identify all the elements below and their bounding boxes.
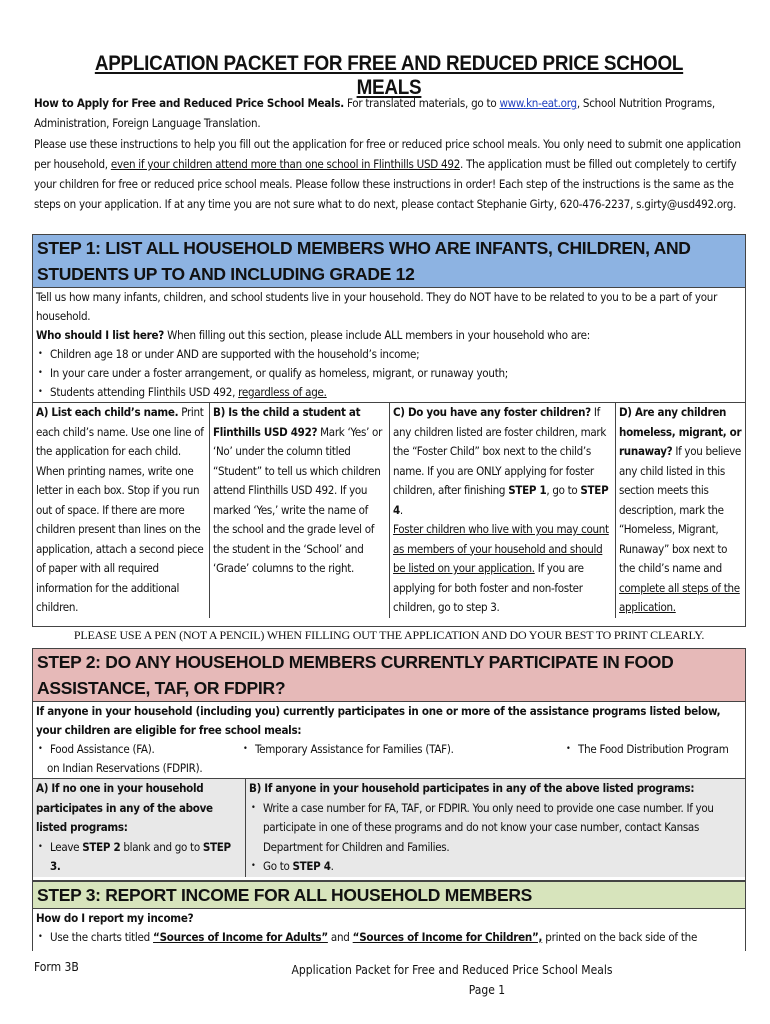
col-c-text-1: If any children listed are foster children, mark the “Foster Child” box next to the child’s name. If you are ONLY applying for foster children, after finishing: [393, 405, 607, 497]
step3-body: [33, 909, 745, 947]
step2-header: STEP 2: DO ANY HOUSEHOLD MEMBERS CURRENTLY PARTICIPATE IN FOOD ASSISTANCE, TAF, OR FDPIR?: [33, 649, 745, 702]
pen-note: PLEASE USE A PEN (NOT A PENCIL) WHEN FILLING OUT THE APPLICATION AND DO YOUR BEST TO PRINT CLEARLY.: [73, 628, 705, 642]
step1-bullet-2: • In your care under a foster arrangement, or qualify as homeless, migrant, or runaway youth;: [36, 364, 742, 383]
col-b-b2a: Go to: [263, 859, 293, 873]
step3-question: How do I report my income?: [36, 911, 194, 925]
step2-col-b: [245, 779, 745, 877]
step2-col-a: [33, 779, 245, 877]
s3-b1-start: Use the charts titled: [50, 930, 154, 944]
step1-bullet-3-underline: regardless of age.: [238, 385, 327, 399]
kn-eat-link[interactable]: www.kn-eat.org: [499, 96, 577, 110]
step2-col-a-bullet: [36, 838, 242, 877]
step2-lead: If anyone in your household (including you) currently participates in one or more of the assistance programs listed below, your children are eligible for free school meals:: [36, 704, 721, 737]
step3-section: [32, 881, 746, 951]
intro-after-link: , School Nutrition Programs, Administration, Foreign Language Translation.: [34, 96, 715, 131]
col-b-b2c: .: [330, 859, 334, 873]
col-c-step1: STEP 1: [508, 483, 547, 497]
col-b-label: B) Is the child a student at Flinthills USD 492?: [213, 405, 361, 439]
page-title: APPLICATION PACKET FOR FREE AND REDUCED PRICE SCHOOL MEALS: [94, 52, 684, 99]
step2-col-b-bullet-2: [249, 857, 742, 877]
step1-who-text: When filling out this section, please include ALL members in your household who are:: [164, 328, 591, 342]
col-c-label: C) Do you have any foster children?: [393, 405, 591, 419]
col-c-text-4: If you are applying for both foster and non-foster children, go to step 3.: [393, 561, 584, 614]
program-fdpir: • The Food Distribution Program: [564, 740, 729, 759]
step3-header: STEP 3: REPORT INCOME FOR ALL HOUSEHOLD MEMBERS: [33, 882, 745, 909]
col-a-text: Print each child’s name. Use one line of the application for each child. When printing names, write one letter in each box. Stop if you run out of space. If there are more children present than lines on the application, attach a second piece of paper with all required information for the additional children.: [36, 405, 204, 614]
intro-p2-start: Please use these instructions to help you fill out the application for free or reduced price school meals. You only need to submit one application per household,: [34, 136, 741, 171]
col-d-label: D) Are any children homeless, migrant, or runaway?: [619, 405, 742, 458]
step2-programs: [36, 740, 742, 759]
step2-body: [33, 702, 745, 778]
footer-title: Application Packet for Free and Reduced Price School Meals: [291, 963, 613, 977]
step1-col-d: [615, 403, 745, 618]
col-a-b2: blank and go to: [120, 839, 203, 854]
col-c-text-2: , go to: [546, 483, 581, 497]
col-a-step2: STEP 2: [82, 839, 121, 854]
step1-col-c: [389, 403, 615, 618]
step3-bullet-1: [36, 928, 742, 947]
s3-children-chart: “Sources of Income for Children”,: [352, 930, 543, 944]
intro-paragraph: [34, 93, 746, 215]
step1-columns: [33, 402, 745, 618]
program-taf: • Temporary Assistance for Families (TAF).: [241, 740, 454, 759]
step1-bullet-3: [36, 383, 742, 402]
program-fa: • Food Assistance (FA).: [36, 740, 155, 759]
col-d-underline: complete all steps of the application.: [619, 580, 740, 614]
col-c-text-3: .: [399, 502, 403, 517]
step1-col-b: [209, 403, 389, 618]
intro-lead: How to Apply for Free and Reduced Price School Meals.: [34, 96, 344, 110]
footer-page: Page 1: [468, 983, 506, 997]
step2-col-b-label: B) If anyone in your household participates in any of the above listed programs:: [249, 781, 695, 795]
col-c-step4: STEP 4: [393, 483, 609, 517]
col-a-b1: Leave: [50, 839, 83, 854]
step1-body: [33, 288, 745, 402]
col-d-text: If you believe any child listed in this section meets this description, mark the “Homeless, Migrant, Runaway” box next to the child’s name and: [619, 444, 741, 575]
s3-b1-mid: and: [327, 930, 353, 944]
intro-p2-end: . The application must be filled out completely to certify your children for free or reduced price school meals. Please follow these instructions in order! Each step of the instructions is the same as the steps on your application. If at any time you are not sure what to do next, please contact Stephanie Girty, 620-476-2237, s.girty@usd492.org.: [34, 156, 737, 212]
footer-form: Form 3B: [34, 960, 79, 974]
step2-col-b-bullet-1: • Write a case number for FA, TAF, or FDPIR. You only need to provide one case number. If you participate in one of these programs and do not know your case number, contact Kansas Department for Children and Families.: [249, 799, 742, 858]
program-fdpir-cont: on Indian Reservations (FDPIR).: [47, 761, 203, 775]
col-b-text: Mark ‘Yes’ or ‘No’ under the column titled “Student” to tell us which children attend Flinthills USD 492. If you marked ‘Yes,’ write the name of the school and the grade level of the student in the ‘School’ and ‘Grade’ columns to the right.: [213, 424, 383, 575]
col-c-underline: Foster children who live with you may count as members of your household and should be listed on your application.: [393, 522, 609, 575]
step1-intro: Tell us how many infants, children, and school students live in your household. They do NOT have to be related to you to be a part of your household.: [36, 290, 718, 323]
col-a-step3: STEP 3.: [50, 839, 231, 873]
intro-lead-rest: For translated materials, go to: [343, 96, 500, 110]
footer-center: [262, 960, 642, 1000]
step2-columns: [33, 778, 745, 877]
step1-who: [36, 326, 742, 345]
step2-col-a-label: A) If no one in your household participates in any of the above listed programs:: [36, 781, 213, 834]
step1-who-label: Who should I list here?: [36, 328, 165, 342]
step1-col-a: [33, 403, 209, 618]
step2-section: [32, 648, 746, 881]
step1-bullet-3-text: Students attending Flinthils USD 492,: [50, 385, 239, 399]
col-a-label: A) List each child’s name.: [36, 405, 179, 419]
step1-bullet-1: • Children age 18 or under AND are supported with the household’s income;: [36, 345, 742, 364]
s3-adults-chart: “Sources of Income for Adults”: [153, 930, 328, 944]
step1-header: STEP 1: LIST ALL HOUSEHOLD MEMBERS WHO ARE INFANTS, CHILDREN, AND STUDENTS UP TO AND INCLUDING GRADE 12: [33, 235, 745, 288]
col-b-step4: STEP 4: [292, 859, 331, 873]
s3-b1-end: printed on the back side of the: [542, 930, 698, 944]
step1-section: [32, 234, 746, 627]
intro-p2-underline: even if your children attend more than one school in Flinthills USD 492: [110, 156, 461, 171]
